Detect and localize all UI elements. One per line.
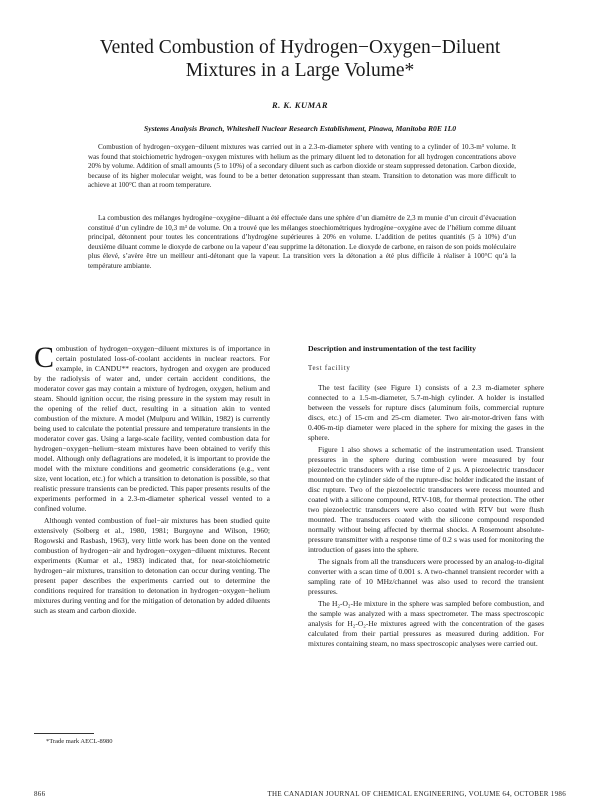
facility-paragraph-3: The signals from all the transducers were processed by an analog-to-digital converter with a scan time of 0.001 s. A two-channel transient recorder with a sampling rate of 10 MHz/channel was also used to record the transient pressures. xyxy=(308,557,544,596)
facility-paragraph-4: The H₂-O₂-He mixture in the sphere was sampled before combustion, and the sample was analyzed with a mass spectrometer. The mass spectroscopic analysis for H₂-O₂-He mixtures agreed with the concentration of the gases calculated from their partial pressures as measured during addition. For mixtures containing steam, no mass spectroscopic analyses were carried out. xyxy=(308,599,544,648)
abstract-english: Combustion of hydrogen−oxygen−diluent mixtures was carried out in a 2.3-m-diameter sphere with venting to a cylinder of 10.3-m³ volume. It was found that stoichiometric hydrogen−oxygen mixtures with helium as the primary diluent led to detonation for all hydrogen concentrations above 20% by volume. Addition of small amounts (5 to 10%) of a secondary diluent such as carbon dioxide or steam suppressed detonation. Carbon dioxide, because of its higher molecular weight, was found to be a better detonation suppressant than steam. Transition to detonation was more difficult to achieve at 100°C than at room temperature. xyxy=(88,143,516,189)
journal-footer: THE CANADIAN JOURNAL OF CHEMICAL ENGINEERING, VOLUME 64, OCTOBER 1986 xyxy=(267,790,566,798)
section-heading: Description and instrumentation of the test facility xyxy=(308,344,477,353)
page-number: 866 xyxy=(34,790,46,798)
left-column xyxy=(34,341,270,618)
facility-paragraph-1: The test facility (see Figure 1) consists of a 2.3 m-diameter sphere connected to a 1.5-m-diameter, 5.7-m-high cylinder. A holder is installed between the vessels for rupture discs (aluminum foils, commercial rupture discs, etc.) of 15-cm and 25-cm diameter. Two air-motor-driven fans with 0.406-m-tip diameter were placed in the sphere for mixing the gases in the sphere. xyxy=(308,383,544,442)
title-line-1: Vented Combustion of Hydrogen−Oxygen−Diluent xyxy=(99,37,501,58)
author-name: R. K. KUMAR xyxy=(271,100,329,110)
title-line-2: Mixtures in a Large Volume* xyxy=(185,60,415,81)
intro-paragraph-1 xyxy=(34,341,270,514)
intro-paragraph-1-text: ombustion of hydrogen−oxygen−diluent mixtures is of importance in certain postulated loss-of-coolant accidents in nuclear reactors. For example, in CANDU** reactors, hydrogen and oxygen are produced by the radiolysis of water and, under certain accident conditions, the moderator cover gas may contain a mixture of hydrogen, oxygen, helium and steam. Should ignition occur, the rising pressure in the system may result in the opening of the relief duct, resulting in a situation akin to vented combustion of the mixture. A model (Mulpuru and Wilkin, 1982) is currently being used to calculate the potential pressure and temperature transients in the moderator cover gas. Using a large-scale facility, vented combustion data for hydrogen−oxygen−helium−steam mixtures have been obtained to verify this model. Although only deflagrations are modeled, it is important to provide the model with the mixture conditions and geometric considerations (e.g., vent size, vent location, etc.) for which a transition to detonation is possible, so that realistic pressure transients can be predicted. This paper presents results of the experiments performed in a 2.3-m-diameter spherical vessel vented to a confined volume. xyxy=(34,344,270,513)
author-affiliation: Systems Analysis Branch, Whiteshell Nuclear Research Establishment, Pinawa, Manitoba R0E 1L0 xyxy=(143,124,457,133)
footnote-divider xyxy=(34,733,94,734)
drop-cap: C xyxy=(34,341,55,374)
paper-title xyxy=(40,36,560,82)
footnote: *Trade mark AECL-8980 xyxy=(46,738,113,745)
intro-paragraph-2: Although vented combustion of fuel−air mixtures has been studied quite extensively (Solberg et al., 1980, 1981; Burgoyne and Wilson, 1960; Rogowski and Rasbash, 1963), very little work has been done on the vented combustion of hydrogen−air and hydrogen−oxygen−diluent mixtures. Recent experiments (Kumar et al., 1983) indicated that, for near-stoichiometric hydrogen−air mixtures, transition to detonation can occur during venting. The present paper describes the experiments carried out to determine the conditions required for transition to detonation in hydrogen−oxygen−helium mixtures during venting and for the mitigation of detonation by added diluents such as steam and carbon dioxide. xyxy=(34,516,270,615)
abstract-french: La combustion des mélanges hydrogène−oxygène−diluant a été effectuée dans une sphère d’un diamètre de 2,3 m munie d’un circuit d’évacuation constitué d’un cylindre de 10,3 m³ de volume. On a trouvé que les mélanges stoechiométriques hydrogène−oxygène avec de l’hélium comme diluant principal, détonnent pour toutes les concentrations d’hydrogène supérieures à 20% en volume. L’addition de petites quantités (5 à 10%) d’un deuxième diluant comme le dioxyde de carbone ou la vapeur d’eau supprime la détonation. Le dioxyde de carbone, en raison de son poids moléculaire plus élevé, s’avère être un meilleur anti-détonant que la vapeur. La transition vers la détonation a été plus difficile à réaliser à 100°C qu’à la température ambiante. xyxy=(88,214,516,270)
subsection-heading: Test facility xyxy=(308,365,351,372)
right-column xyxy=(308,344,544,651)
facility-paragraph-2: Figure 1 also shows a schematic of the instrumentation used. Transient pressures in the sphere during combustion were measured by four piezoelectric transducers with a rise time of 2 μs. A piezoelectric transducer mounted on the cylinder side of the rupture-disc holder indicated the instant of disc rupture. Two of the piezoelectric transducers were recess mounted and coated with a silicone compound, RTV-108, for thermal protection. The other two piezoelectric transducers were also coated with RTV but were flush mounted. The transducers coated with the silicone compound responded normally without being affected by thermal shocks. A Rosemount absolute-pressure transmitter with a response time of 0.2 s was used for monitoring the introduction of gases into the sphere. xyxy=(308,445,544,554)
